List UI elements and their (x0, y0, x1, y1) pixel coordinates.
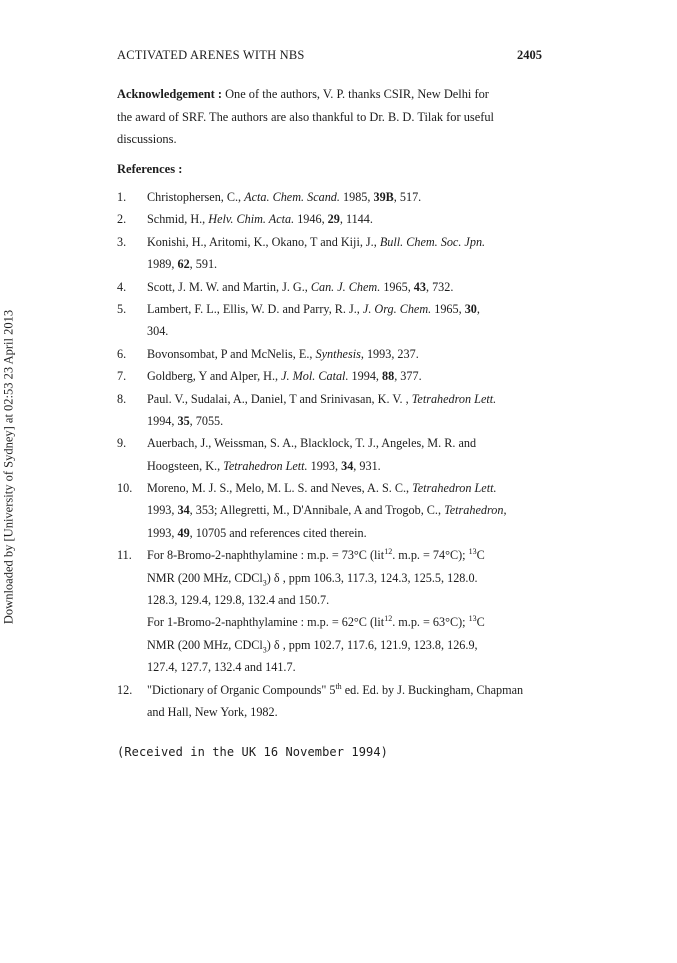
reference-segment: 12 (384, 614, 393, 624)
reference-segment: 128.3, 129.4, 129.8, 132.4 and 150.7. (147, 593, 330, 608)
reference-text (147, 343, 547, 365)
reference-line (147, 186, 547, 208)
reference-segment: For 8-Bromo-2-naphthylamine : m.p. = 73°C (lit (147, 548, 385, 563)
reference-number: 1. (117, 190, 127, 204)
reference-segment: 1985, (339, 190, 374, 204)
ack-label: Acknowledgement : (117, 87, 222, 101)
reference-segment: . m.p. = 74°C); (392, 548, 469, 563)
reference-segment: Scott, J. M. W. and Martin, J. G., (147, 279, 311, 294)
running-title: ACTIVATED ARENES WITH NBS (117, 48, 305, 62)
reference-segment: 12 (384, 547, 393, 557)
reference-item (117, 231, 547, 276)
reference-line (147, 343, 547, 365)
reference-text (147, 208, 547, 230)
journal-name: Acta. Chem. Scand. (244, 190, 340, 204)
reference-line (147, 432, 547, 454)
reference-segment: 3 (262, 578, 267, 588)
journal-name: Tetrahedron, (444, 503, 507, 518)
watermark-text: Downloaded by [University of Sydney] at 02:53 23 April 2013 (1, 309, 16, 625)
reference-segment: Hoogsteen, K., (147, 458, 224, 473)
reference-line (147, 455, 547, 477)
journal-name: Can. J. Chem. (310, 279, 381, 294)
reference-segment: . m.p. = 63°C); (392, 615, 469, 630)
reference-line (147, 477, 547, 499)
reference-text (147, 276, 547, 298)
volume-number: 30 (464, 301, 477, 316)
reference-text (147, 365, 547, 387)
ack-line-3: discussions. (117, 132, 177, 146)
reference-segment: and Hall, New York, 1982. (147, 704, 278, 719)
reference-line (147, 276, 547, 298)
reference-segment: Bovonsombat, P and McNelis, E., (147, 346, 316, 361)
volume-number: 43 (413, 279, 426, 294)
volume-number: 49 (177, 525, 190, 540)
reference-text (147, 432, 547, 477)
journal-name: J. Org. Chem. (362, 301, 432, 316)
reference-line (147, 701, 547, 723)
volume-number: 39B (373, 190, 394, 204)
reference-item (117, 365, 547, 387)
reference-segment: 127.4, 127.7, 132.4 and 141.7. (147, 660, 296, 675)
reference-line (147, 208, 547, 230)
reference-item (117, 544, 547, 678)
reference-line (147, 388, 547, 410)
reference-number: 3. (117, 234, 127, 249)
page-number: 2405 (517, 48, 542, 62)
journal-name: Bull. Chem. Soc. Jpn. (379, 234, 486, 249)
reference-segment: 1993, (147, 525, 178, 540)
reference-segment: 1994, (348, 369, 383, 384)
reference-line (147, 567, 547, 589)
reference-segment: , 931. (353, 458, 381, 473)
reference-segment: "Dictionary of Organic Compounds" 5 (147, 682, 336, 697)
reference-text (147, 544, 547, 678)
reference-segment: 1993, (147, 503, 178, 518)
volume-number: 35 (177, 413, 190, 428)
references-heading: References : (117, 162, 183, 176)
reference-item (117, 679, 547, 724)
reference-number: 5. (117, 301, 127, 316)
ack-text: One of the authors, V. P. thanks CSIR, New Delhi for (221, 87, 489, 101)
volume-number: 62 (177, 257, 190, 272)
reference-text (147, 186, 547, 208)
reference-text (147, 231, 547, 276)
reference-number: 8. (117, 391, 127, 406)
reference-line (147, 253, 547, 275)
reference-segment: Schmid, H., (147, 212, 209, 227)
reference-number: 7. (117, 369, 127, 384)
reference-segment: , 732. (425, 279, 454, 294)
reference-item (117, 388, 547, 433)
reference-segment: C (476, 548, 485, 563)
acknowledgement-paragraph (117, 83, 542, 151)
reference-segment: 3 (262, 645, 267, 655)
reference-text (147, 679, 547, 724)
reference-segment: C (476, 615, 485, 630)
journal-name: Tetrahedron Lett. (411, 391, 497, 406)
volume-number: 34 (177, 503, 190, 518)
reference-number: 11. (117, 548, 132, 563)
journal-name: Tetrahedron Lett. (223, 458, 308, 473)
reference-segment: Auerbach, J., Weissman, S. A., Blacklock, T. J., Angeles, M. R. and (147, 436, 477, 451)
reference-segment: ) δ , ppm 102.7, 117.6, 121.9, 123.8, 126.9, (266, 637, 478, 652)
reference-segment: 1965, (380, 279, 414, 294)
reference-number: 12. (117, 682, 133, 697)
reference-text (147, 388, 547, 433)
reference-number: 4. (117, 279, 127, 294)
reference-segment: Konishi, H., Aritomi, K., Okano, T and Kiji, J., (147, 234, 380, 249)
reference-item (117, 208, 547, 230)
reference-line (147, 231, 547, 253)
reference-segment: 1994, (147, 413, 178, 428)
reference-segment: Lambert, F. L., Ellis, W. D. and Parry, R. J., (147, 301, 363, 316)
reference-segment: th (335, 681, 342, 691)
reference-segment: For 1-Bromo-2-naphthylamine : m.p. = 62°C (lit (147, 615, 385, 630)
journal-name: Tetrahedron Lett. (412, 481, 497, 496)
ack-line-1 (117, 83, 542, 106)
reference-line (147, 611, 547, 633)
reference-segment: , 517. (393, 190, 422, 204)
running-header (117, 48, 542, 68)
reference-segment: 1965, (431, 301, 465, 316)
reference-list (117, 186, 547, 723)
reference-segment: 1993, 237. (363, 346, 419, 361)
reference-segment: ed. Ed. by J. Buckingham, Chapman (341, 682, 524, 697)
reference-number: 9. (117, 436, 127, 451)
reference-segment: 13 (468, 614, 477, 624)
journal-name: J. Mol. Catal. (281, 369, 349, 384)
reference-segment: , (476, 301, 480, 316)
reference-item (117, 298, 547, 343)
journal-name: Helv. Chim. Acta. (208, 212, 295, 227)
reference-segment: 1993, (307, 458, 342, 473)
reference-segment: , 591. (189, 257, 218, 272)
reference-line (147, 320, 547, 342)
reference-segment: 304. (147, 324, 169, 339)
reference-line (147, 544, 547, 566)
reference-text (147, 298, 547, 343)
reference-segment: NMR (200 MHz, CDCl (147, 637, 263, 652)
reference-line (147, 589, 547, 611)
reference-segment: Christophersen, C., (147, 190, 245, 204)
reference-segment: Goldberg, Y and Alper, H., (147, 369, 282, 384)
reference-segment: 1989, (147, 257, 178, 272)
journal-name: Synthesis, (315, 346, 364, 361)
reference-item (117, 186, 547, 208)
ack-line-2: the award of SRF. The authors are also thankful to Dr. B. D. Tilak for useful (117, 109, 494, 124)
reference-segment: , 1144. (339, 212, 373, 227)
reference-segment: Moreno, M. J. S., Melo, M. L. S. and Neves, A. S. C., (147, 481, 413, 496)
reference-segment: 1946, (294, 212, 328, 227)
reference-segment: , 353; Allegretti, M., D'Annibale, A and Trogob, C., (189, 503, 445, 518)
reference-segment: ) δ , ppm 106.3, 117.3, 124.3, 125.5, 128.0. (266, 570, 478, 585)
reference-segment: 13 (468, 547, 477, 557)
reference-segment: , 377. (394, 369, 422, 384)
reference-item (117, 343, 547, 365)
reference-number: 10. (117, 481, 133, 496)
volume-number: 34 (341, 458, 354, 473)
reference-item (117, 477, 547, 544)
volume-number: 88 (382, 369, 395, 384)
reference-line (147, 298, 547, 320)
received-date-note: (Received in the UK 16 November 1994) (117, 745, 389, 759)
reference-segment: , 7055. (189, 413, 224, 428)
reference-line (147, 499, 547, 521)
reference-line (147, 679, 547, 701)
reference-line (147, 656, 547, 678)
reference-segment: NMR (200 MHz, CDCl (147, 570, 263, 585)
reference-item (117, 432, 547, 477)
download-watermark (0, 0, 16, 963)
reference-line (147, 522, 547, 544)
reference-segment: Paul. V., Sudalai, A., Daniel, T and Srinivasan, K. V. , (147, 391, 412, 406)
reference-segment: , 10705 and references cited therein. (189, 525, 367, 540)
reference-number: 6. (117, 346, 127, 361)
reference-number: 2. (117, 212, 127, 227)
reference-item (117, 276, 547, 298)
reference-text (147, 477, 547, 544)
reference-line (147, 410, 547, 432)
reference-line (147, 365, 547, 387)
volume-number: 29 (327, 212, 340, 227)
reference-line (147, 634, 547, 656)
